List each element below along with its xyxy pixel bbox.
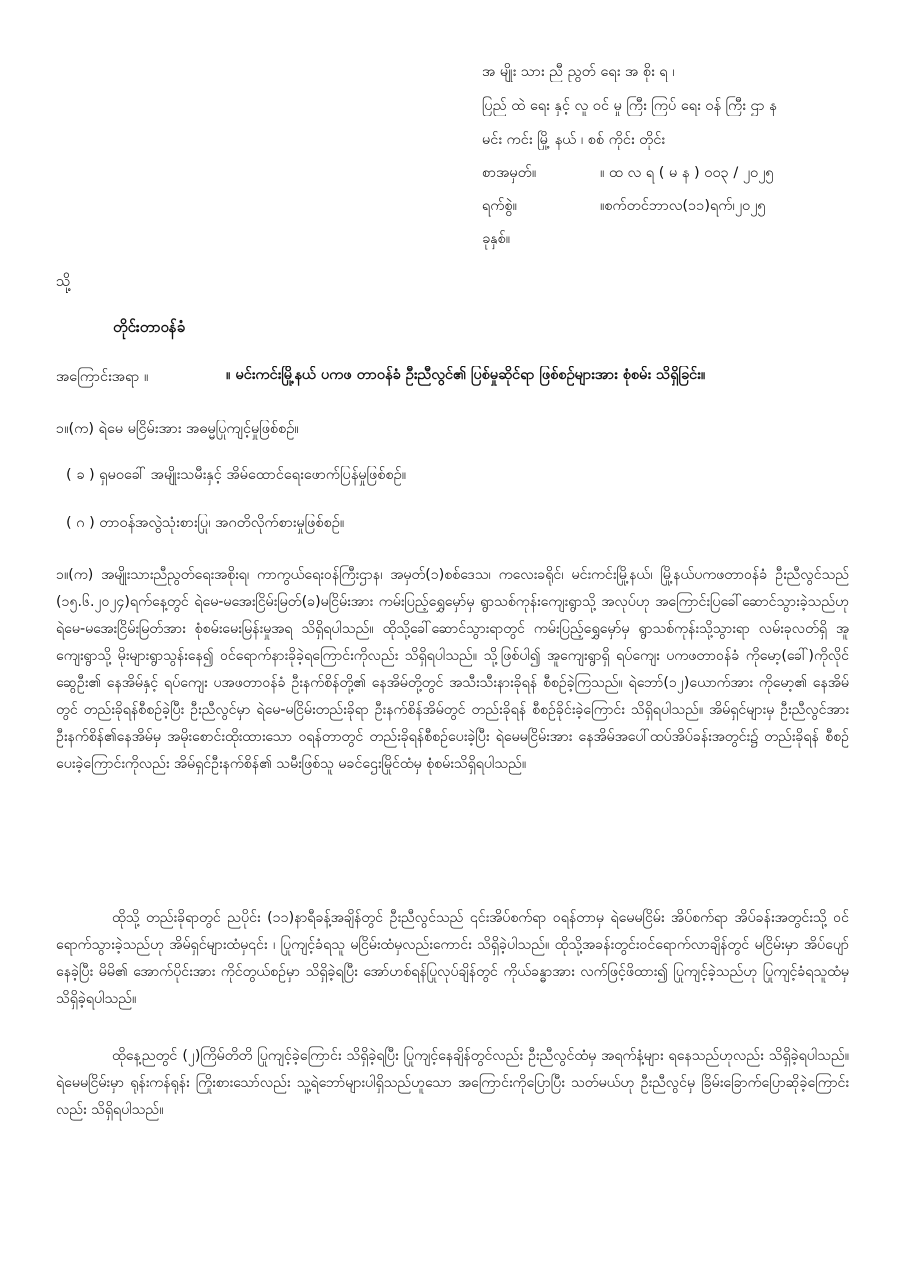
reference-value: ။ ထ လ ရ ( မ န ) ၀၀၃ / ၂၀၂၅ [600, 165, 774, 181]
header-line-2: ပြည် ထဲ ရေး နှင့် လူ ဝင် မှု ကြီး ကြပ် ရေး ဝန် ကြီး ဌာ န [482, 98, 777, 114]
item-1-rape-case: ၁။(က) ရဲမေ မငြိမ်းအား အဓမ္မပြုကျင့်မှုဖြစ်စဉ်။ [56, 421, 299, 437]
recipient: တိုင်းတာဝန်ခံ [113, 318, 186, 336]
item-2-adultery-case: ( ခ ) ရှမဝခေါ် အမျိုးသမီးနှင့် အိမ်ထောင်ရေးဖောက်ပြန်မှုဖြစ်စဉ်။ [66, 467, 407, 483]
paragraph-2: ထိုသို့ တည်းခိုရာတွင် ညပိုင်း (၁၁)နာရီခန့်အချိန်တွင် ဦးညီလွင်သည် ၎င်းအိပ်စက်ရာ ဝရန်တာမှ ရဲမေမငြိမ်း အိပ်စက်ရာ အိပ်ခန်းအတွင်းသို့ ဝင်ရောက်သွားခဲ့သည်ဟု အိမ်ရှင်များထံမှ၎င်း ၊ ပြုကျင့်ခံရသူ မငြိမ်းထံမှလည်းကောင်း သိရှိခဲ့ပါသည်။ ထိုသို့အခန်းတွင်းဝင်ရောက်လာချိန်တွင် မငြိမ်းမှာ အိပ်ပျော်နေခဲ့ပြီး မိမိ၏ အောက်ပိုင်းအား ကိုင်တွယ်စဉ်မှာ သိရှိခဲ့ရပြီး အော်ဟစ်ရန်ပြုလုပ်ချိန်တွင် ကိုယ်ခန္ဓာအား လက်ဖြင့်ဖိထား၍ ပြုကျင့်ခဲ့သည်ဟု ပြုကျင့်ခံရသူထံမှ သိရှိခဲ့ရပါသည်။ [56, 910, 849, 1007]
subject-line: ။ မင်းကင်းမြို့နယ် ပကဖ တာဝန်ခံ ဦးညီလွင်၏ ပြစ်မှုဆိုင်ရာ ဖြစ်စဉ်များအား စုံစမ်း သိရှိခြင်း။ [226, 367, 706, 383]
reference-label: စာအမှတ်။ [482, 165, 537, 181]
subject-label: အကြောင်းအရာ ။ [56, 369, 149, 385]
date-label: ရက်စွဲ။ [482, 198, 518, 214]
header-line-3: မင်း ကင်း မြို့ နယ် ၊ စစ် ကိုင်း တိုင်း [482, 132, 666, 148]
date-value: ။စက်တင်ဘာလ(၁၁)ရက်၊၂၀၂၅ [600, 198, 766, 214]
header-line-1: အ မျိုး သား ညီ ညွတ် ရေး အ စိုး ရ ၊ [482, 64, 675, 80]
paragraph-1: ၁။(က) အမျိုးသားညီညွတ်ရေးအစိုးရ၊ ကာကွယ်ရေးဝန်ကြီးဌာန၊ အမှတ်(၁)စစ်ဒေသ၊ ကလေးခရိုင်၊ မင်းကင်းမြို့နယ်၊ မြို့နယ်ပကဖတာဝန်ခံ ဦးညီလွင်သည် (၁၅.၆.၂၀၂၄)ရက်နေ့တွင် ရဲမေ-မအေးငြိမ်းမြတ်(ခ)မငြိမ်းအား ကမ်းပြည့်ရွှေမှော်မှ ရွာသစ်ကုန်းကျေးရွာသို့ အလုပ်ဟု အကြောင်းပြခေါ်ဆောင်သွားခဲ့သည်ဟု ရဲမေ-မအေးငြိမ်းမြတ်အား စုံစမ်းမေးမြန်းမှုအရ သိရှိရပါသည်။ ထိုသို့ခေါ်ဆောင်သွားရာတွင် ကမ်းပြည့်ရွှေမှော်မှ ရွာသစ်ကုန်းသို့သွားရာ လမ်းခုလတ်ရှိ အူကျေးရွာသို့ မိုးများရွာသွန်းနေ၍ ဝင်ရောက်နားခိုခဲ့ရကြောင်းကိုလည်း သိရှိရပါသည်။ သို့ဖြစ်ပါ၍ အူကျေးရွာရှိ ရပ်ကျေး ပကဖတာဝန်ခံ ကိုမော့(ခေါ်)ကိုလိုင်ဆွေဦး၏ နေအိမ်နှင့် ရပ်ကျေး ပအဖတာဝန်ခံ ဦးနက်စိန်တို့၏ နေအိမ်တို့တွင် အသီးသီးနားခိုရန် စီစဉ်ခဲ့ကြသည်။ ရဲဘော်(၁၂)ယောက်အား ကိုမော့၏ နေအိမ်တွင် တည်းခိုရန်စီစဉ်ခဲ့ပြီး ဦးညီလွင်မှာ ရဲမေ-မငြိမ်းတည်းခိုရာ ဦးနက်စိန်အိမ်တွင် တည်းခိုရန် စီစဉ်ခိုင်းခဲ့ကြောင်း သိရှိရပါသည်။ အိမ်ရှင်များမှ ဦးညီလွင်အား ဦးနက်စိန်၏နေအိမ်မှ အမိုးစောင်းထိုးထားသော ဝရန်တာတွင် တည်းခိုရန်စီစဉ်ပေးခဲ့ပြီး ရဲမေမငြိမ်းအား နေအိမ်အပေါ်ထပ်အိပ်ခန်းအတွင်း၌ တည်းခိုရန် စီစဉ်ပေးခဲ့ကြောင်းကိုလည်း အိမ်ရှင်ဦးနက်စိန်၏ သမီးဖြစ်သူ မခင်ဌေးမြိုင်ထံမှ စုံစမ်းသိရှိရပါသည်။ [56, 567, 849, 772]
day-label: ခုနှစ်။ [482, 231, 511, 247]
paragraph-3: ထိုနေ့ညတွင် (၂)ကြိမ်တိတိ ပြုကျင့်ခဲ့ကြောင်း သိရှိခဲ့ရပြီး ပြုကျင့်နေချိန်တွင်လည်း ဦးညီလွင်ထံမှ အရက်နံ့များ ရနေသည်ဟုလည်း သိရှိခဲ့ရပါသည်။ ရဲမေမငြိမ်းမှာ ရုန်းကန်ရုန်း ကြိုးစားသော်လည်း သူ့ရဲဘော်များပါရှိသည်ဟူသော အကြောင်းကိုပြောပြီး သတ်မယ်ဟု ဦးညီလွင်မှ ခြိမ်းခြောက်ပြောဆိုခဲ့ကြောင်းလည်း သိရှိရပါသည်။ [56, 1048, 849, 1118]
to-label: သို့ [56, 272, 71, 290]
item-3-corruption-case: ( ဂ ) တာဝန်အလွဲသုံးစားပြု၊ အဂတိလိုက်စားမှုဖြစ်စဉ်။ [66, 515, 345, 531]
